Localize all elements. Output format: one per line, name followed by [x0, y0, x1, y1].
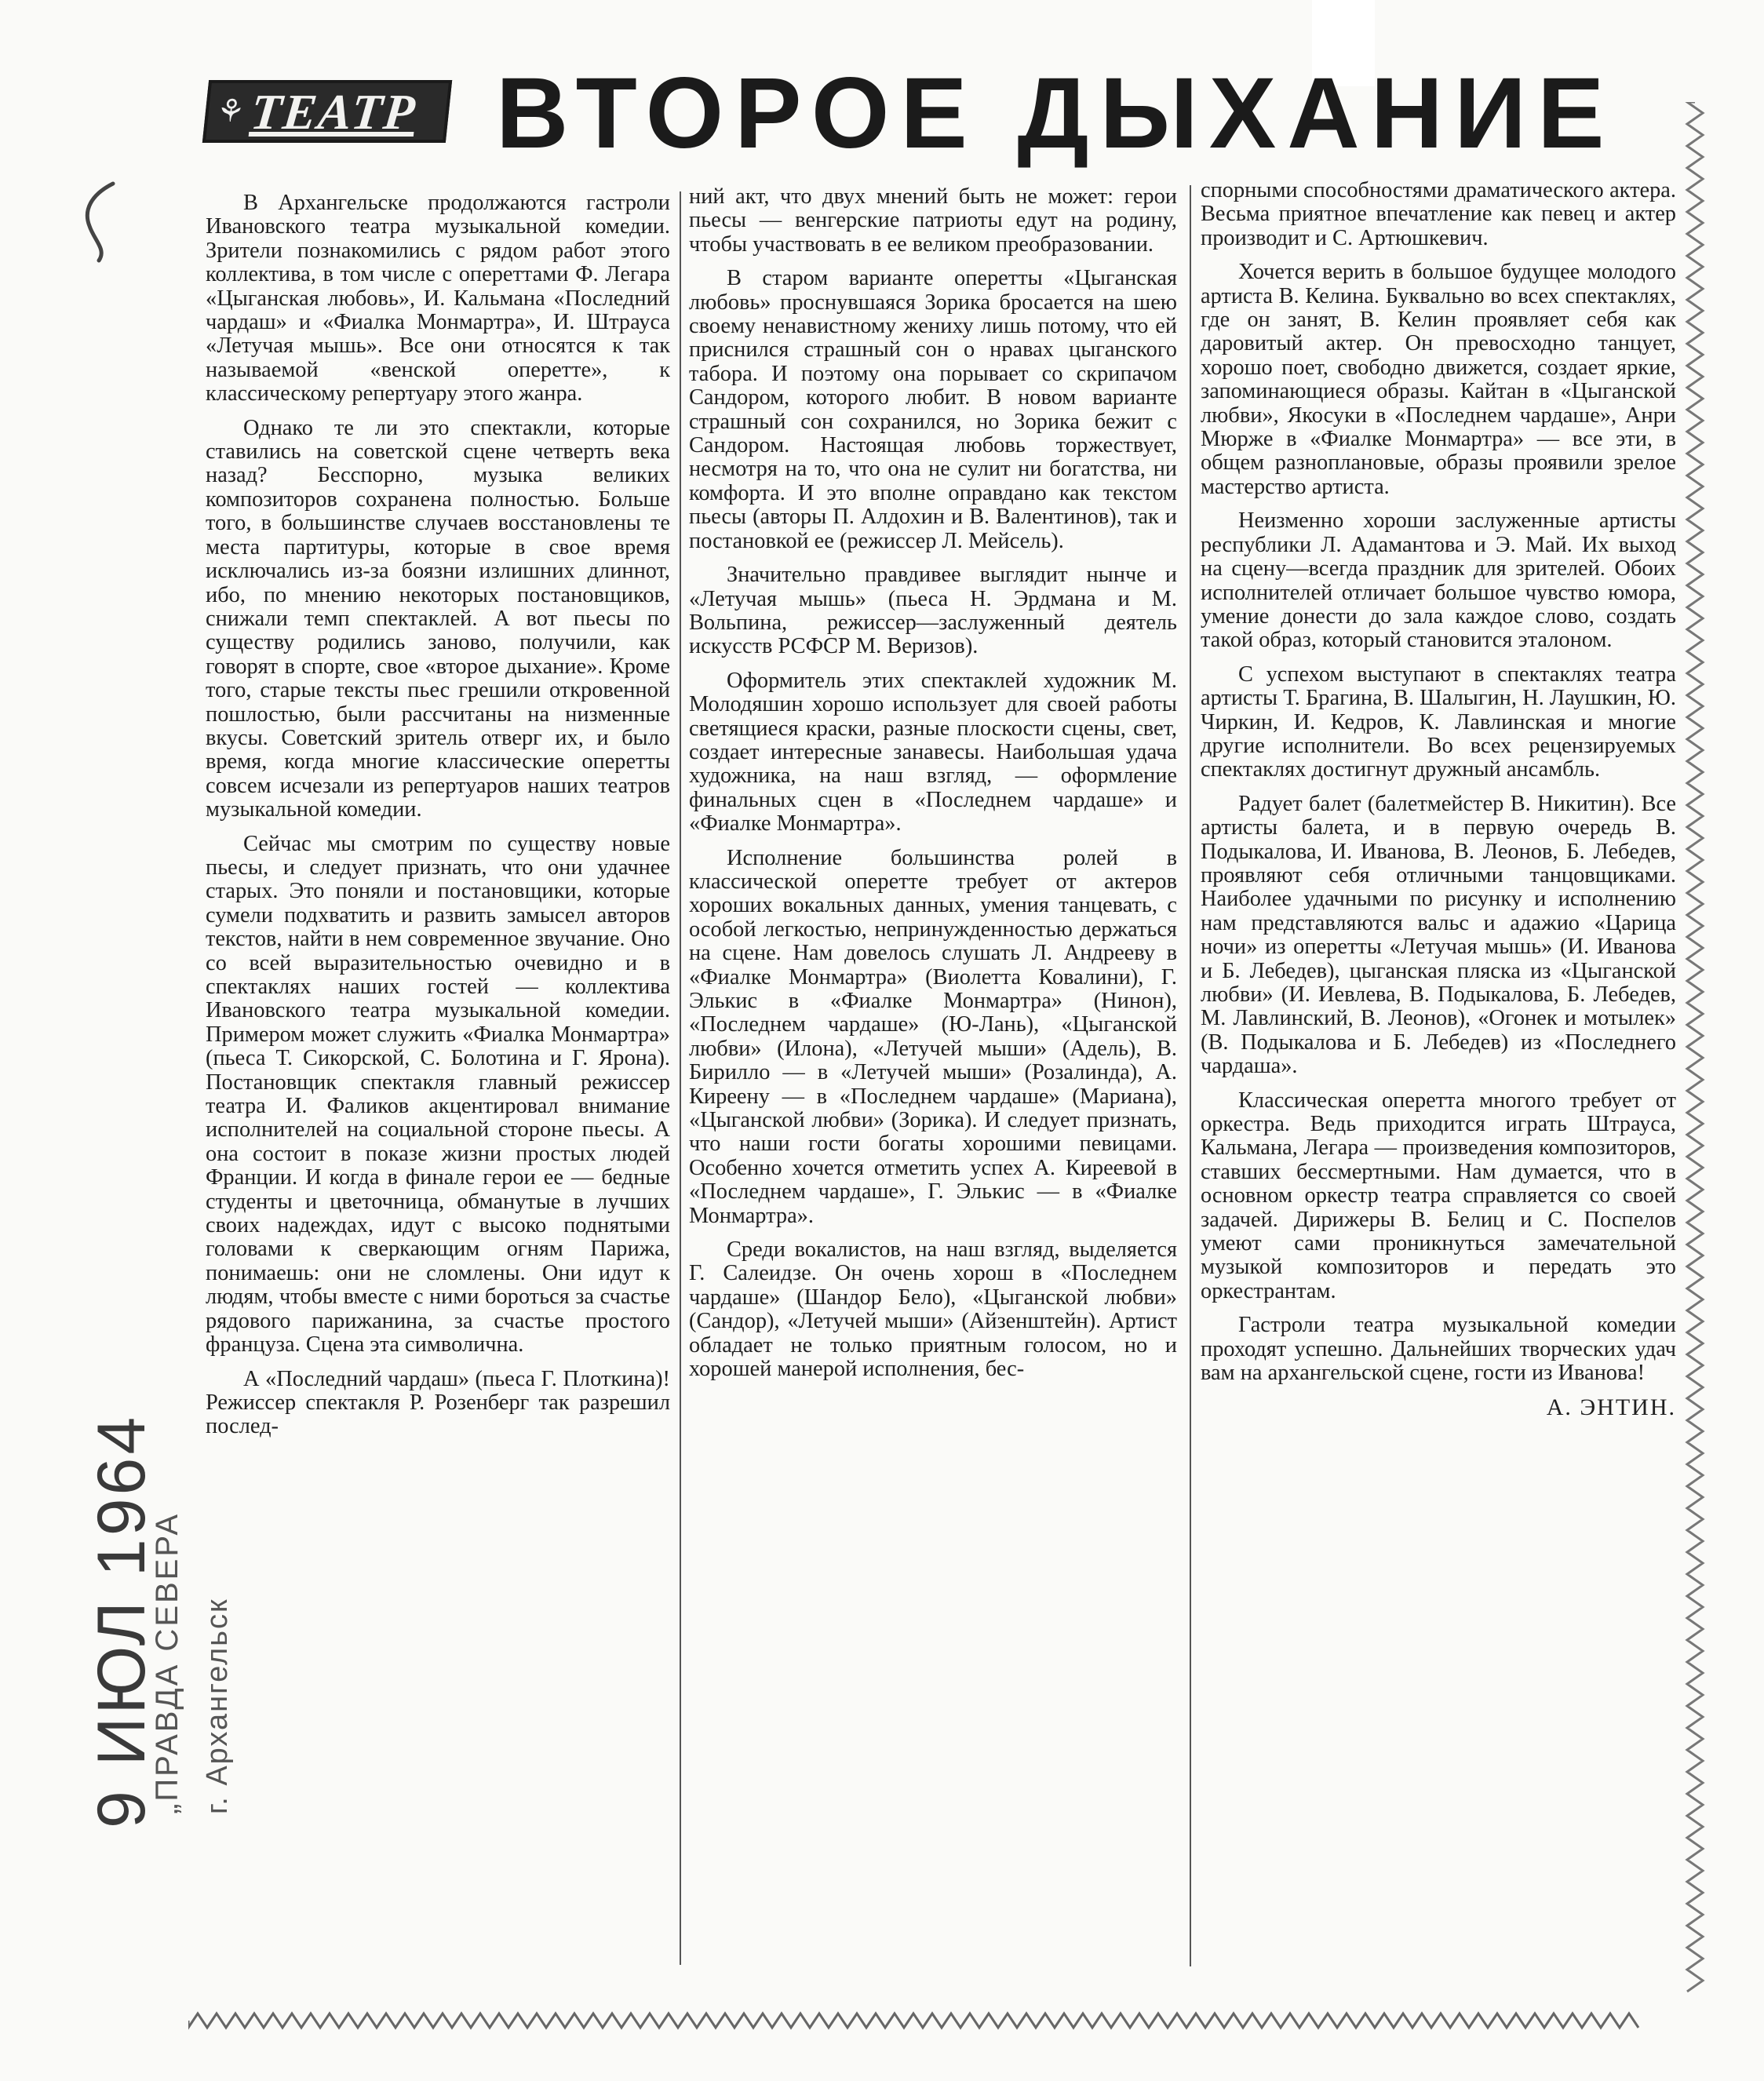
- author-signature: А. ЭНТИН.: [1546, 1394, 1676, 1420]
- paragraph: Сейчас мы смотрим по существу новые пьесы, и следует признать, что они удачнее старых. Это поняли и постановщики, которые сумели подхватить и развить замысел авторов текстов, найти в нем современное звучание. Оно со всей выразительностью очевидно и в спектаклях наших гостей — коллектива Ивановского театра музыкальной комедии. Примером может служить «Фиалка Монмартра» (пьеса Т. Сикорской, С. Болотина и Г. Ярона). Постановщик спектакля главный режиссер театра И. Фаликов акцентировал внимание исполнителей на социальной стороне пьесы. А она состоит в показе жизни простых людей Франции. И когда в финале герои ее — бедные студенты и цветочница, обманутые в лучших своих надеждах, идут с высоко поднятыми головами к сверкающим огням Парижа, понимаешь: они не сломлены. Они идут к людям, чтобы вместе с ними бороться за счастье рядового парижанина, за счастье простого француза. Сцена эта символична.: [206, 831, 670, 1358]
- paragraph: Оформитель этих спектаклей художник М. Молодяшин хорошо использует для своей работы светящиеся краски, разные плоскости сцены, свет, создает интересные занавесы. Наибольшая удача художника, на наш взгляд, — оформление финальных сцен в «Последнем чардаше» и «Фиалке Монмартра».: [689, 668, 1177, 836]
- paragraph: Хочется верить в большое будущее молодого артиста В. Келина. Буквально во всех спектаклях, где он занят, В. Келин проявляет себя как даровитый актер. Он превосходно танцует, хорошо поет, свободно движется, создает яркие, запоминающиеся образы. Кайтан в «Цыганской любви», Якосуки в «Последнем чардаше», Анри Мюрже в «Фиалке Монмартра» — все эти, в общем разноплановые, образы проявили зрелое мастерство артиста.: [1201, 260, 1676, 499]
- paragraph: Радует балет (балетмейстер В. Никитин). Все артисты балета, и в первую очередь В. Подыкалова, И. Иванова, В. Леонов, Б. Лебедев, проявляют себя отличными танцовщиками. Наиболее удачными по рисунку и исполнению нам представляются вальс и адажио «Царица ночи» из оперетты «Летучая мышь» (И. Иванова и Б. Лебедев), цыганская пляска из «Цыганской любви» (И. Иевлева, В. Подыкалова, Б. Лебедев, М. Лавлинский, В. Леонов), «Огонек и мотылек» (В. Подыкалова и Б. Лебедев) из «Последнего чардаша».: [1201, 791, 1676, 1079]
- paragraph: ний акт, что двух мнений быть не может: герои пьесы — венгерские патриоты едут на родину, чтобы участвовать в ее великом преобразовании.: [689, 185, 1177, 257]
- paragraph: Среди вокалистов, на наш взгляд, выделяется Г. Салеидзе. Он очень хорош в «Последнем чардаше» (Шандор Бело), «Цыганской любви» (Сандор), «Летучей мыши» (Айзенштейн). Артист обладает не только приятным голосом, но и хорошей манерой исполнения, бес-: [689, 1237, 1177, 1382]
- paragraph: В старом варианте оперетты «Цыганская любовь» проснувшаяся Зорика бросается на шею своему ненавистному жениху лишь потому, что ей приснился страшный сон о нравах цыганского табора. И поэтому она порывает со скрипачом Сандором, которого любит. В новом варианте страшный сон сохранился, но Зорика бежит с Сандором. Настоящая любовь торжествует, несмотря на то, что она не сулит ни богатства, ни комфорта. И это вполне оправдано как текстом пьесы (авторы П. Алдохин и В. Валентинов), так и постановкой ее (режиссер Л. Мейсель).: [689, 266, 1177, 553]
- article-column-2: [689, 185, 1177, 1966]
- torn-edge-right: [1679, 102, 1711, 2001]
- paragraph: А «Последний чардаш» (пьеса Г. Плоткина)! Режиссер спектакля Р. Розенберг так разрешил послед-: [206, 1366, 670, 1439]
- column-rule: [1190, 185, 1191, 1966]
- date-stamp: [55, 965, 234, 1828]
- theatre-emblem-icon: ⚘: [214, 93, 247, 129]
- paragraph: Классическая оперетта многого требует от оркестра. Ведь приходится играть Штрауса, Кальмана, Легара — произведения композиторов, ставших бессмертными. Нам думается, что в основном оркестр театра справляется со своей задачей. Дирижеры В. Белиц и С. Поспелов умеют сами проникнуться замечательной музыкой композиторов и передать это оркестрантам.: [1201, 1088, 1676, 1303]
- paragraph: Исполнение большинства ролей в классической оперетте требует от актеров хороших вокальных данных, умения танцевать, с особой легкостью, непринужденностью держаться на сцене. Нам довелось слушать Л. Андрееву в «Фиалке Монмартра» (Виолетта Ковалини), Г. Элькис в «Фиалке Монмартра» (Нинон), «Последнем чардаше» (Ю-Лань), «Цыганской любви» (Илона), «Летучей мыши» (Адель), В. Бирилло — в «Летучей мыши» (Розалинда), А. Киреену — в «Последнем чардаше» (Мариана), «Цыганской любви» (Зорика). И следует признать, что наши гости богаты хорошими певицами. Особенно хочется отметить успех А. Киреевой в «Последнем чардаше», Г. Элькис — в «Фиалке Монмартра».: [689, 845, 1177, 1228]
- paragraph: В Архангельске продолжаются гастроли Ивановского театра музыкальной комедии. Зрители познакомились с рядом работ этого коллектива, в том числе с опереттами Ф. Легара «Цыганская любовь», И. Кальмана «Последний чардаш» и «Фиалка Монмартра», И. Штрауса «Летучая мышь». Все они относятся к так называемой «венской оперетте», к классическому репертуару этого жанра.: [206, 191, 670, 406]
- paragraph: Значительно правдивее выглядит нынче и «Летучая мышь» (пьеса Н. Эрдмана и М. Вольпина, режиссер—заслуженный деятель искусств РСФСР М. Веризов).: [689, 563, 1177, 659]
- pencil-mark: [75, 179, 122, 265]
- paragraph: спорными способностями драматического актера. Весьма приятное впечатление как певец и актер производит и С. Артюшкевич.: [1201, 179, 1676, 250]
- stamp-date: 9 ИЮЛ 1964: [84, 1413, 159, 1828]
- article-column-3: [1201, 179, 1676, 1960]
- paragraph: Гастроли театра музыкальной комедии проходят успешно. Дальнейших творческих удач вам на архангельской сцене, гости из Иванова!: [1201, 1313, 1676, 1386]
- column-rule: [680, 191, 681, 1965]
- paragraph: С успехом выступают в спектаклях театра артисты Т. Брагина, В. Шалыгин, Н. Лаушкин, Ю. Чиркин, И. Кедров, К. Лавлинская и многие другие исполнители. Во всех рецензируемых спектаклях достигнут дружный ансамбль.: [1201, 661, 1676, 782]
- article-column-1: [206, 191, 670, 1973]
- stamp-city: г. Архангельск: [201, 1598, 234, 1814]
- torn-edge-bottom: [188, 2009, 1648, 2032]
- paragraph: Неизменно хороши заслуженные артисты республики Л. Адамантова и Э. Май. Их выход на сцену—всегда праздник для зрителей. Обоих исполнителей отличает большое чувство юмора, умение донести до зала каждое слово, создать такой образ, который становится эталоном.: [1201, 508, 1676, 653]
- paragraph: Однако те ли это спектакли, которые ставились на советской сцене четверть века назад? Бесспорно, музыка великих композиторов сохранена полностью. Больше того, в большинстве случаев восстановлены те места партитуры, которые в свое время исключались из-за боязни излишних длиннот, ибо, по мнению некоторых постановщиков, снижали темп спектаклей. А вот пьесы по существу родились заново, получили, как говорят в спорте, свое «второе дыхание». Кроме того, старые тексты пьес грешили откровенной пошлостью, были рассчитаны на низменные вкусы. Советский зритель отверг их, и было время, когда многие классические оперетты совсем исчезали из репертуаров наших театров музыкальной комедии.: [206, 415, 670, 822]
- rubric-badge: [202, 80, 452, 143]
- stamp-newspaper: „ПРАВДА СЕВЕРА: [150, 1511, 184, 1814]
- headline: ВТОРОЕ ДЫХАНИЕ: [496, 57, 1616, 169]
- rubric-label: ТЕАТР: [248, 84, 419, 140]
- article-header: [206, 55, 1649, 173]
